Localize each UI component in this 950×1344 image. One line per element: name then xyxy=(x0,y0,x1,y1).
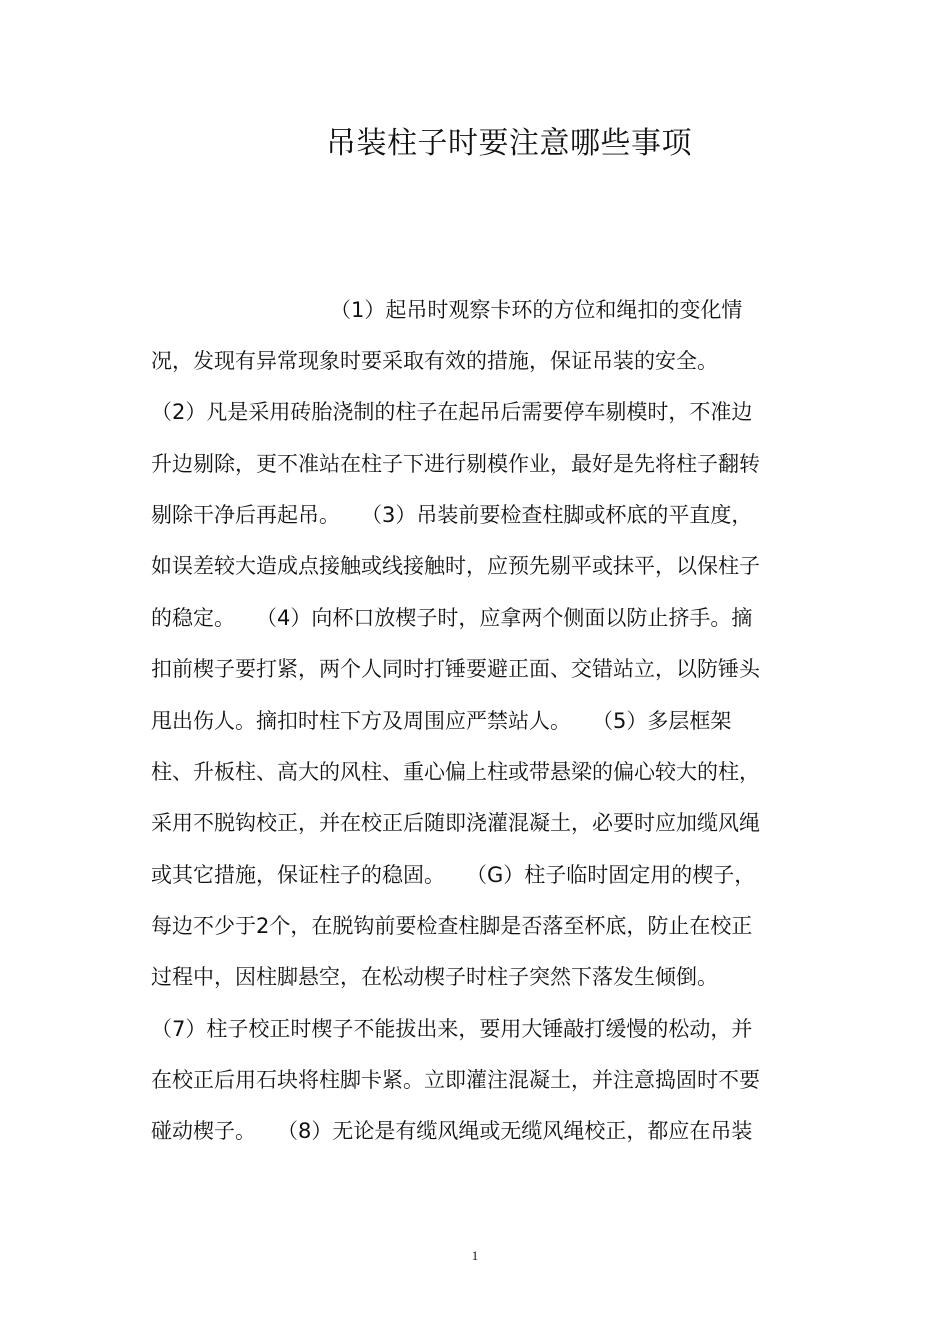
document-title: 吊装柱子时要注意哪些事项 xyxy=(326,126,692,161)
text-line: 碰动楔子。 （8）无论是有缆风绳或无缆风绳校正，都应在吊装 xyxy=(151,1119,753,1143)
text-line: 过程中，因柱脚悬空，在松动楔子时柱子突然下落发生倾倒。 xyxy=(151,965,718,989)
text-line: 况，发现有异常现象时要采取有效的措施，保证吊装的安全。 xyxy=(151,349,718,373)
text-line: 如误差较大造成点接触或线接触时，应预先剔平或抹平，以保柱子 xyxy=(151,554,760,578)
text-line: （2）凡是采用砖胎浇制的柱子在起吊后需要停车剔模时，不准边 xyxy=(151,400,753,424)
text-line: 甩出伤人。摘扣时柱下方及周围应严禁站人。 （5）多层框架 xyxy=(151,709,732,733)
text-line: （7）柱子校正时楔子不能拔出来，要用大锤敲打缓慢的松动，并 xyxy=(151,1017,753,1041)
text-line: 扣前楔子要打紧，两个人同时打锤要避正面、交错站立，以防锤头 xyxy=(151,657,760,681)
text-line: 在校正后用石块将柱脚卡紧。立即灌注混凝土，并注意捣固时不要 xyxy=(151,1068,760,1092)
text-line: 的稳定。 （4）向杯口放楔子时，应拿两个侧面以防止挤手。摘 xyxy=(151,606,753,630)
page-number: 1 xyxy=(471,1248,479,1263)
text-line: 升边剔除，更不准站在柱子下进行剔模作业，最好是先将柱子翻转 xyxy=(151,452,760,476)
text-line: 或其它措施，保证柱子的稳固。 （G）柱子临时固定用的楔子， xyxy=(151,863,756,887)
text-line: （1）起吊时观察卡环的方位和绳扣的变化情 xyxy=(330,298,743,322)
text-line: 剔除干净后再起吊。 （3）吊装前要检查柱脚或杯底的平直度， xyxy=(151,503,753,527)
text-line: 每边不少于2个，在脱钩前要检查柱脚是否落至杯底，防止在校正 xyxy=(151,914,753,938)
text-line: 柱、升板柱、高大的风柱、重心偏上柱或带悬梁的偏心较大的柱， xyxy=(151,760,760,784)
text-line: 采用不脱钩校正，并在校正后随即浇灌混凝土，必要时应加缆风绳 xyxy=(151,811,760,835)
